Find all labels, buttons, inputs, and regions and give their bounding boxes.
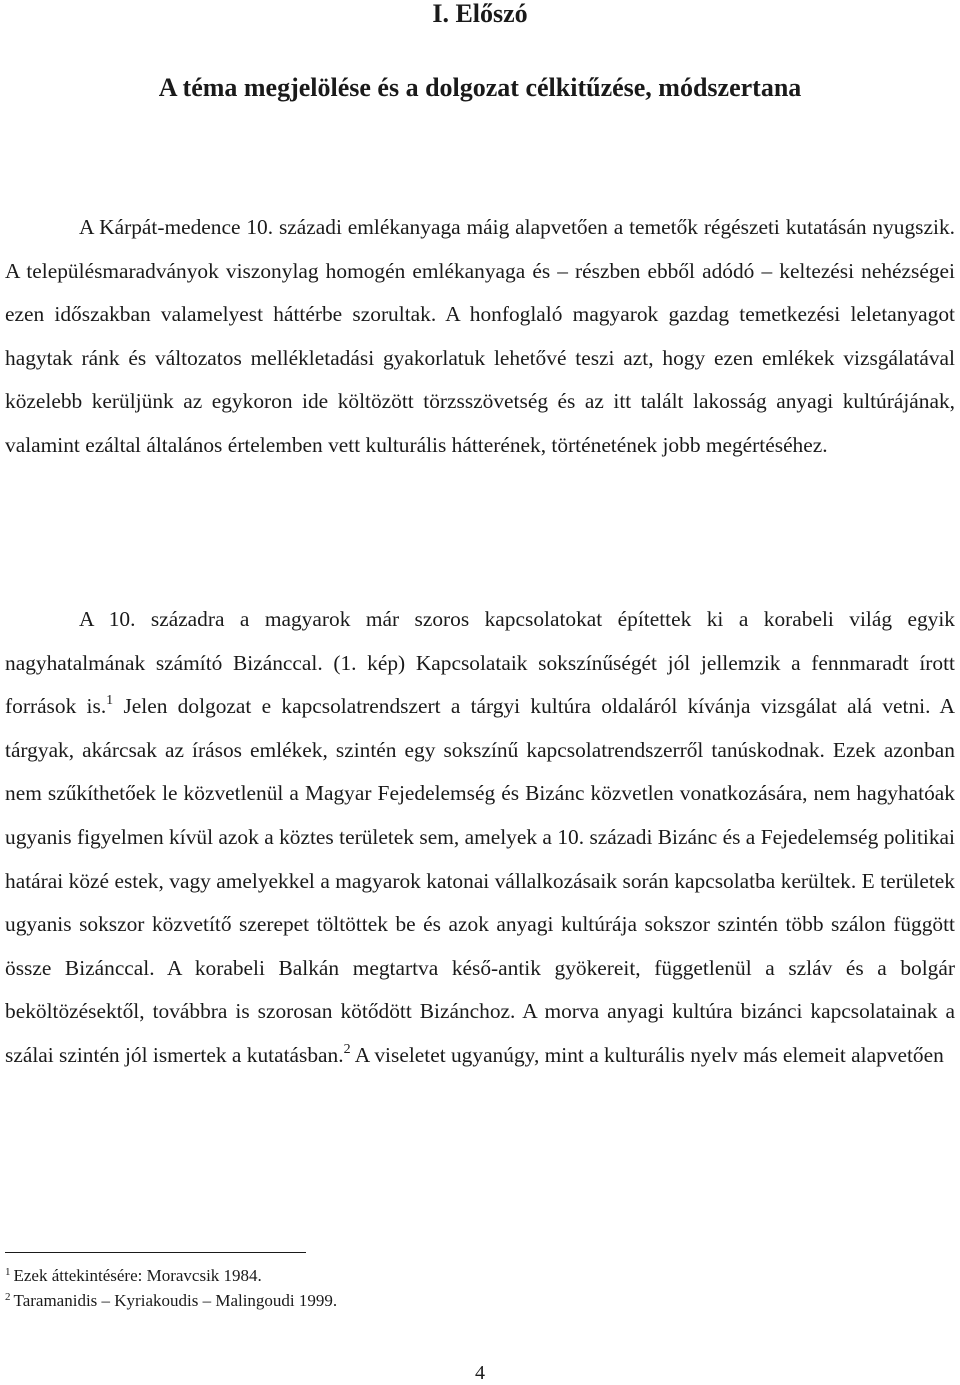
- paragraph-2-text-c: A viseletet ugyanúgy, mint a kulturális nyelv más elemeit alapvetően: [350, 1042, 944, 1067]
- paragraph-2-text-a: A 10. századra a magyarok már szoros kapcsolatokat építettek ki a korabeli világ egyik nagyhatalmának számító Bizánccal. (1. kép) Kapcsolataik sokszínűségét jól jellemzik a fennmaradt írott források is.: [5, 607, 955, 719]
- section-title: A téma megjelölése és a dolgozat célkitűzése, módszertana: [158, 73, 802, 102]
- footnote-2-mark: 2: [5, 1291, 11, 1303]
- footnote-reference-1[interactable]: 1: [106, 693, 114, 709]
- footnote-2: [5, 1290, 905, 1312]
- footnote-separator: [5, 1252, 306, 1253]
- chapter-title: I. Előszó: [432, 0, 528, 28]
- paragraph-2-text-b: Jelen dolgozat e kapcsolatrendszert a tárgyi kultúra oldaláról kívánja vizsgálat alá vetni. A tárgyak, akárcsak az írásos emlékek, szintén egy sokszínű kapcsolatrendszerről tanúskodnak. Ezek azonban nem szűkíthetőek le közvetlenül a Magyar Fejedelemség és Bizánc közvetlen vonatkozására, nem hagyhatóak ugyanis figyelmen kívül azok a köztes területek sem, amelyek a 10. századi Bizánc és a Fejedelemség politikai határai közé estek, vagy amelyekkel a magyarok katonai vállalkozásaik során kapcsolatba kerültek. E területek ugyanis sokszor közvetítő szerepet töltöttek be és azok anyagi kultúrája sokszor szintén több szálon függött össze Bizánccal. A korabeli Balkán megtartva késő-antik gyökereit, függetlenül a szláv és a bolgár beköltözésektől, továbbra is szorosan kötődött Bizánchoz. A morva anyagi kultúra bizánci kapcsolatainak a szálai szintén jól ismertek a kutatásban.: [5, 694, 955, 1067]
- page-number: 4: [475, 1362, 485, 1384]
- footnote-1: [5, 1265, 905, 1287]
- body-paragraph-2: [5, 598, 955, 1078]
- body-paragraph-1: A Kárpát-medence 10. századi emlékanyaga máig alapvetően a temetők régészeti kutatásán nyugszik. A településmaradványok viszonylag homogén emlékanyaga és – részben ebből adódó – keltezési nehézségei ezen időszakban valamelyest háttérbe szorultak. A honfoglaló magyarok gazdag temetkezési leletanyagot hagytak ránk és változatos mellékletadási gyakorlatuk lehetővé teszi azt, hogy ezen emlékek vizsgálatával közelebb kerüljünk az egykoron ide költözött törzsszövetség és az itt talált lakosság anyagi kultúrájának, valamint ezáltal általános értelemben vett kulturális hátterének, történetének jobb megértéséhez.: [5, 215, 955, 457]
- footnote-2-text: Taramanidis – Kyriakoudis – Malingoudi 1999.: [13, 1291, 338, 1310]
- footnote-reference-2[interactable]: 2: [343, 1041, 351, 1057]
- footnote-1-text: Ezek áttekintésére: Moravcsik 1984.: [13, 1266, 262, 1285]
- footnote-1-mark: 1: [5, 1266, 11, 1278]
